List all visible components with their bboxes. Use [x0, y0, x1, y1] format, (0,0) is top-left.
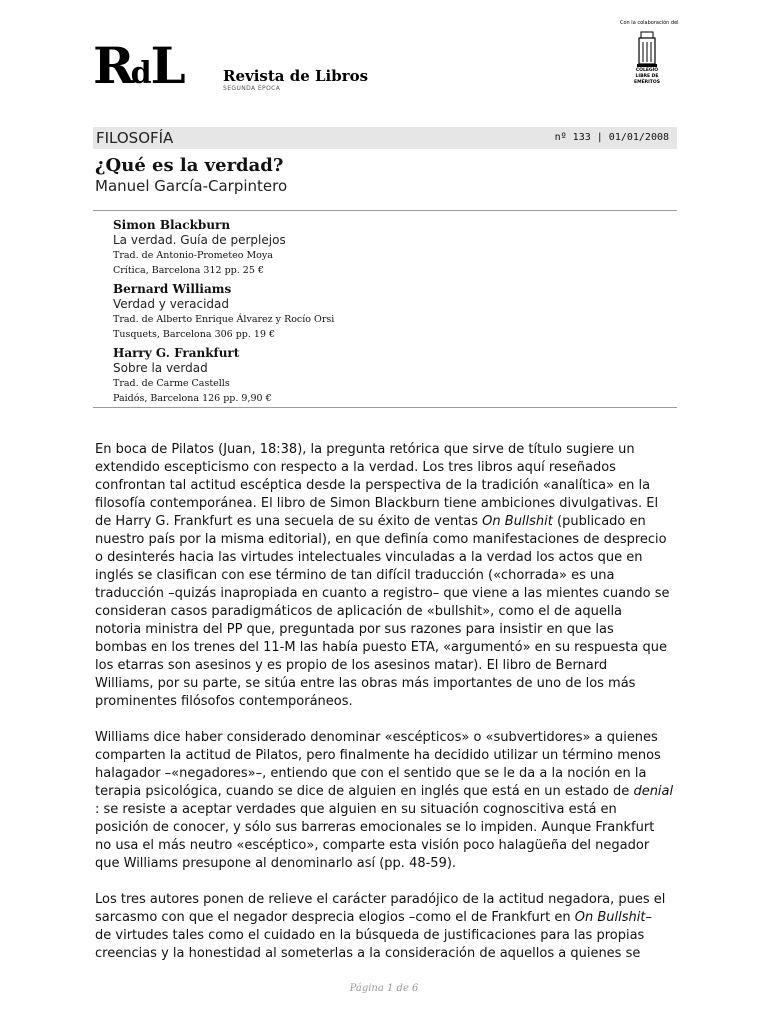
page-number: Página 1 de 6 [349, 983, 419, 994]
paragraph [95, 729, 685, 873]
book-publisher: Tusquets, Barcelona 306 pp. 19 € [113, 329, 276, 340]
text-segment: sarcasmo con que el negador desprecia elogios –como el de Frankfurt en [95, 910, 575, 925]
text-line: consideran casos paradigmáticos de aplicación de «bullshit», como el de aquella [95, 604, 623, 619]
text-line: Williams, por su parte, se sitúa entre las obras más importantes de uno de los más [95, 676, 636, 691]
book-translator: Trad. de Alberto Enrique Álvarez y Rocío Orsi [113, 314, 335, 325]
text-line: posición de conocer, y sólo sus barreras emocionales se lo impiden. Aunque Frankfurt [95, 820, 655, 835]
book-author: Harry G. Frankfurt [113, 346, 240, 360]
book-title: La verdad. Guía de perplejos [113, 233, 286, 247]
text-line: En boca de Pilatos (Juan, 18:38), la pregunta retórica que sirve de título sugiere un [95, 442, 635, 457]
italic-term: denial [633, 784, 674, 799]
book-title-inline: On Bullshit [482, 514, 553, 529]
text-line: que Williams presupone al denominarlo así (pp. 48-59). [95, 856, 457, 871]
text-line: notoria ministra del PP que, preguntada por sus razones para insistir en que las [95, 622, 614, 637]
text-line: confrontan tal actitud escéptica desde la perspectiva de la tradición «analítica» en la [95, 478, 651, 493]
text-segment: (publicado en [552, 514, 646, 529]
book-author: Simon Blackburn [113, 218, 231, 232]
section-name[interactable]: FILOSOFÍA [96, 129, 174, 147]
book-title: Sobre la verdad [113, 361, 208, 375]
text-line: inglés se clasifican con ese término de tan difícil traducción («chorrada» es una [95, 568, 615, 583]
paragraph [95, 891, 685, 963]
text-line: halagador –«negadores»–, entiendo que con el sentido que se le da a la noción en la [95, 766, 647, 781]
book-translator: Trad. de Antonio-Prometeo Moya [113, 250, 273, 261]
text-line: de virtudes tales como el cuidado en la búsqueda de justificaciones para las propias [95, 928, 645, 943]
text-line [95, 783, 685, 801]
article-author: Manuel García-Carpintero [95, 177, 288, 195]
text-line: bombas en los trenes del 11-M las había puesto ETA, «argumentó» en su respuesta que [95, 640, 667, 655]
logo-title: Revista de Libros [223, 67, 369, 85]
text-line [95, 513, 685, 531]
book-publisher: Paidós, Barcelona 126 pp. 9,90 € [113, 393, 272, 404]
logo-mark: RdL [93, 36, 182, 95]
text-line: comparten la actitud de Pilatos, pero finalmente ha decidido utilizar un término menos [95, 748, 661, 763]
book-title-inline: On Bullshit [574, 910, 646, 925]
colegio-line: LIBRE DE [635, 74, 659, 79]
issue-info: nº 133 | 01/01/2008 [554, 132, 669, 143]
reviewed-books-list [113, 218, 673, 410]
article-title: ¿Qué es la verdad? [95, 155, 284, 176]
text-line: : se resiste a aceptar verdades que alguien en su situación cognoscitiva está en [95, 802, 617, 817]
text-line: los etarras son asesinos y es propio de los asesinos matar). El libro de Bernard [95, 658, 608, 673]
paragraph [95, 441, 685, 711]
text-segment: – [645, 910, 652, 925]
collaboration-label: Con la colaboración del [620, 20, 679, 26]
article-body [95, 441, 685, 981]
text-line: Los tres autores ponen de relieve el carácter paradójico de la actitud negadora, pues el [95, 892, 666, 907]
text-line: creencias y la honestidad al someterlas a la consideración de aquellos a quienes se [95, 946, 641, 961]
book-entry [113, 218, 673, 278]
book-author: Bernard Williams [113, 282, 232, 296]
colegio-line: COLEGIO [635, 68, 659, 73]
text-segment: terapia psicológica, cuando se dice de alguien en inglés que está en un estado de [95, 784, 634, 799]
text-line: o desinterés hacia las virtudes intelectuales vinculadas a la verdad los actos que en [95, 550, 643, 565]
book-publisher: Crítica, Barcelona 312 pp. 25 € [113, 265, 264, 276]
book-translator: Trad. de Carme Castells [113, 378, 230, 389]
section-bar [93, 127, 677, 149]
divider-top [93, 210, 677, 211]
colegio-logo-text [632, 68, 662, 86]
text-line: Williams dice haber considerado denominar «escépticos» o «subvertidores» a quienes [95, 730, 658, 745]
book-entry [113, 346, 673, 406]
text-line [95, 909, 685, 927]
book-entry [113, 282, 673, 342]
text-line: extendido escepticismo con respecto a la verdad. Los tres libros aquí reseñados [95, 460, 616, 475]
colegio-line: EMÉRITOS [634, 80, 660, 85]
text-line: no usa el más neutro «escéptico», comparte esta visión poco halagüeña del negador [95, 838, 650, 853]
divider-bottom [93, 407, 677, 408]
text-line: prominentes filósofos contemporáneos. [95, 694, 353, 709]
text-segment: de Harry G. Frankfurt es una secuela de su éxito de ventas [95, 514, 483, 529]
text-line: filosofía contemporánea. El libro de Simon Blackburn tiene ambiciones divulgativas. El [95, 496, 659, 511]
text-line: nuestro país por la misma editorial), en que definía como manifestaciones de desprecio [95, 532, 667, 547]
book-title: Verdad y veracidad [113, 297, 229, 311]
logo-subtitle: SEGUNDA ÉPOCA [223, 85, 281, 92]
text-line: traducción –quizás inapropiada en cuanto a registro– que viene a las mientes cuando se [95, 586, 670, 601]
